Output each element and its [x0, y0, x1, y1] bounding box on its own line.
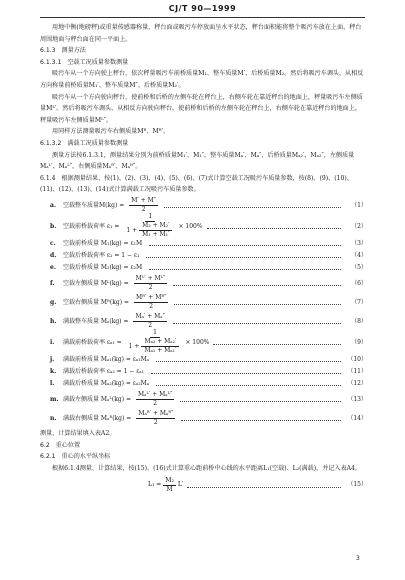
- leader-dots: [174, 304, 341, 305]
- paragraph-weighing-left: 吸污车从一个方向驶向秤台，使前桥和后桥的左侧车轮在秤台上，右侧车轮在靠近秤台的地面上，秤量吸污车左侧质量Mᴸ′。然后将吸污车调头，从相反方向驶向秤台，使前桥和后桥的左侧车轮在秤台上，右侧车轮在靠近秤台的地面上，秤量吸污车左侧质量Mᴸ″。: [40, 93, 363, 124]
- fraction-denominator: M: [166, 485, 173, 493]
- formula-expression: [134, 391, 176, 408]
- paragraph-center-of-gravity: 根据6.1.4测量、计算结果，按(15)、(16)式计算重心距前桥中心线的水平距离L₁(空载)、L₂(满载)，并记入表A4。: [52, 464, 361, 472]
- formula-tail: L′: [177, 481, 184, 489]
- denominator-prefix: 1 +: [128, 342, 140, 350]
- equation-number: （9）: [351, 338, 367, 346]
- equation-number: （3）: [351, 240, 367, 248]
- formula-name: 空载右侧质量 Mᴿ(kg) =: [63, 298, 129, 306]
- formula-row: [40, 293, 367, 312]
- page-number: 3: [356, 555, 360, 562]
- leader-dots: [207, 228, 341, 229]
- leader-dots: [146, 257, 341, 258]
- fraction-denominator: Mₐ₁ + Mₐ₁′: [144, 347, 177, 355]
- formula-label: j.: [50, 356, 55, 364]
- section-title: 重心的水平纵坐标: [61, 453, 111, 461]
- leader-dots: [151, 373, 341, 374]
- fraction-denominator: 2: [153, 399, 158, 407]
- standard-code: CJ/T 90—1999: [168, 4, 237, 13]
- fraction-denominator: 2: [141, 205, 146, 213]
- fraction-numerator: M′ + M″: [131, 196, 156, 204]
- section-title: 测量方法: [61, 47, 86, 55]
- formula-tail: × 100%: [185, 338, 210, 346]
- formula-expression: [132, 294, 170, 311]
- formula-name: 空载前桥质量 M₁(kg) = ε₁M: [63, 240, 143, 248]
- fraction-denominator: M₁ + M₁′: [142, 231, 170, 239]
- fraction-denominator: 2: [149, 302, 154, 310]
- formula-name: 满载后桥质量 Mₐ₂(kg) = εₐ₂Mₐ: [63, 380, 150, 388]
- equation-number: （2）: [351, 222, 367, 230]
- equation-number: （6）: [351, 279, 367, 287]
- paragraph-weighing-axles: 吸污车从一个方向驶上秤台，依次秤量吸污车前桥质量M₁、整车质量M′、后桥质量M₂。然后将吸污车调头，从相反方向称量前桥质量M₁′、整车质量M″、后桥质量M₂′。: [40, 70, 364, 89]
- formula-label: g.: [50, 298, 57, 306]
- formula-name: 空载左侧质量 Mᴸ(kg) =: [63, 279, 129, 287]
- section-6-2-1: [40, 451, 367, 463]
- formula-name: 空载前桥载荷率 ε₁ =: [63, 222, 120, 230]
- section-title: 满载工况质量参数测量: [67, 139, 129, 147]
- equation-number: （4）: [351, 252, 367, 260]
- formula-row: [40, 250, 367, 262]
- fraction-numerator: M₂: [165, 476, 174, 484]
- formula-name: 满载前桥载荷率 εₐ₁ =: [63, 338, 122, 346]
- formula-name: 空载整车质量M(kg) =: [63, 201, 125, 209]
- formula-row: [40, 196, 367, 215]
- formula-expression: [132, 275, 170, 292]
- section-number: 6.1.3.1: [40, 58, 62, 66]
- formula-row: [40, 331, 367, 354]
- formula-name: 空载后桥载荷率 ε₂ = 1 − ε₁: [63, 252, 140, 260]
- formula-name: 满载左侧质量 Mₐᴸ(kg) =: [63, 395, 131, 403]
- equation-number: （5）: [351, 264, 367, 272]
- formula-label: f.: [50, 279, 55, 287]
- formula-expression: [134, 410, 177, 427]
- formula-row: [40, 354, 367, 366]
- intro-paragraph: 用地中衡(地磅秤)或重量传感器称量，秤台面或吸污车停放面呈水平状态，秤台面积能将整个吸污车放在上面，秤台周围地面与秤台面在同一平面上。: [40, 24, 362, 43]
- section-number: 6.2.1: [40, 453, 56, 461]
- formula-expression: [131, 313, 168, 330]
- formula-name: 满载右侧质量 Mₐᴿ(kg) =: [63, 414, 132, 422]
- equation-number: （8）: [351, 317, 367, 325]
- fraction-denominator: [124, 222, 176, 239]
- section-number: 6.2: [40, 441, 50, 449]
- formula-row: [40, 215, 367, 238]
- fraction-numerator: Mₐ′ + Mₐ″: [135, 312, 165, 320]
- fraction-numerator: Mₐᴸ′ + Mₐᴸ″: [137, 390, 173, 398]
- fraction-numerator: Mᴸ′ + Mᴸ″: [135, 274, 166, 282]
- formula-name: 满载整车质量 Mₐ(kg) =: [63, 317, 129, 325]
- formula-label: n.: [50, 414, 57, 422]
- leader-dots: [173, 323, 341, 324]
- leader-dots: [164, 207, 341, 208]
- formula-label: e.: [50, 264, 56, 272]
- formula-name: 满载前桥质量 Mₐ₁(kg) = εₐ₁Mₐ: [63, 356, 150, 364]
- leader-dots: [213, 344, 341, 345]
- formula-tail: × 100%: [178, 222, 203, 230]
- fraction-numerator: M₂ + M₂′: [139, 222, 172, 231]
- section-text: 根据测量结果，按(1)、(2)、(3)、(4)、(5)、(6)、(7)式计算空载工况吸污车质量参数，按(8)、(9)、(10)、(11)、(12)、(13)、(14)式计算满载工况吸污车质量参数。: [40, 174, 353, 194]
- equation-number: （10）: [347, 356, 367, 364]
- fraction-numerator: 1: [145, 213, 155, 222]
- formula-label: k.: [50, 368, 57, 376]
- body-text: [40, 22, 367, 496]
- fraction-denominator: 2: [153, 418, 158, 426]
- paragraph-full-load: 测量方法按6.1.3.1，测量结果分别为前桥质量M₁′、M₁″，整车质量Mₐ′、Mₐ″，后桥质量Mₐ₂′、Mₐ₂″，左侧质量Mₐᴸ′、Mₐᴸ″，右侧质量Mₐᴿ′、Mₐᴿ″。: [40, 151, 355, 171]
- formula-name: 空载后桥质量 M₂(kg) = ε₂M: [63, 264, 143, 272]
- fraction-numerator: Mₐ₂ + Mₐ₂′: [141, 338, 179, 347]
- fraction-denominator: [127, 338, 184, 355]
- formula-label: c.: [50, 240, 56, 248]
- formula-name: 满载后桥载荷率 εₐ₂ = 1 − εₐ₁: [63, 368, 145, 376]
- leader-dots: [187, 487, 341, 488]
- formula-expression: [125, 329, 210, 355]
- formula-lhs: L₁ =: [148, 481, 162, 489]
- formula-expression: [122, 213, 202, 239]
- leader-dots: [173, 285, 341, 286]
- section-number: 6.1.3.2: [40, 139, 62, 147]
- section-6-1-3-2: [40, 138, 367, 150]
- formula-15: [40, 474, 367, 496]
- fraction-denominator: 2: [148, 321, 153, 329]
- leader-dots: [156, 361, 341, 362]
- formula-row: [40, 409, 367, 428]
- leader-dots: [149, 245, 341, 246]
- formula-list: [40, 196, 367, 428]
- equation-number: （1）: [351, 201, 367, 209]
- section-number: 6.1.4: [40, 174, 56, 182]
- paragraph-weighing-right: 用同样方法测量吸污车右侧质量Mᴿ、Mᴿ′。: [52, 128, 170, 136]
- formula-label: a.: [50, 201, 56, 209]
- formula-row: [40, 238, 367, 250]
- equation-number: （15）: [347, 481, 367, 489]
- formula-label: l.: [50, 380, 55, 388]
- formula-label: d.: [50, 252, 57, 260]
- equation-number: （7）: [351, 298, 367, 306]
- section-6-1-3-1: [40, 57, 367, 69]
- fraction-numerator: Mᴿ′ + Mᴿ″: [136, 293, 167, 301]
- section-number: 6.1.3: [40, 47, 56, 55]
- fraction-numerator: 1: [150, 329, 160, 338]
- section-title: 重心位置: [55, 441, 81, 449]
- result-note: 测量、计算结果填入表A2。: [40, 429, 116, 437]
- section-6-1-4: [40, 173, 367, 196]
- formula-row: [40, 274, 367, 293]
- equation-number: （12）: [347, 380, 367, 388]
- formula-row: [40, 262, 367, 274]
- equation-number: （14）: [347, 414, 367, 422]
- section-6-2: [40, 440, 367, 452]
- fraction-denominator: 2: [148, 283, 153, 291]
- section-6-1-3: [40, 45, 367, 57]
- leader-dots: [181, 420, 341, 421]
- formula-row: [40, 378, 367, 390]
- section-title: 空载工况质量参数测量: [67, 58, 129, 66]
- formula-label: b.: [50, 222, 57, 230]
- leader-dots: [180, 401, 341, 402]
- equation-number: （11）: [347, 368, 367, 376]
- formula-label: i.: [50, 338, 55, 346]
- formula-expression: [127, 197, 160, 214]
- formula-row: [40, 390, 367, 409]
- leader-dots: [156, 385, 341, 386]
- formula-label: m.: [50, 395, 59, 403]
- formula-expression: [148, 477, 183, 494]
- equation-number: （13）: [347, 395, 367, 403]
- header-rule: [40, 17, 365, 18]
- denominator-prefix: 1 +: [126, 226, 138, 234]
- fraction-numerator: Mₐᴿ′ + Mₐᴿ″: [138, 409, 174, 417]
- formula-row: [40, 312, 367, 331]
- formula-row: [40, 366, 367, 378]
- formula-label: h.: [50, 317, 57, 325]
- leader-dots: [149, 269, 341, 270]
